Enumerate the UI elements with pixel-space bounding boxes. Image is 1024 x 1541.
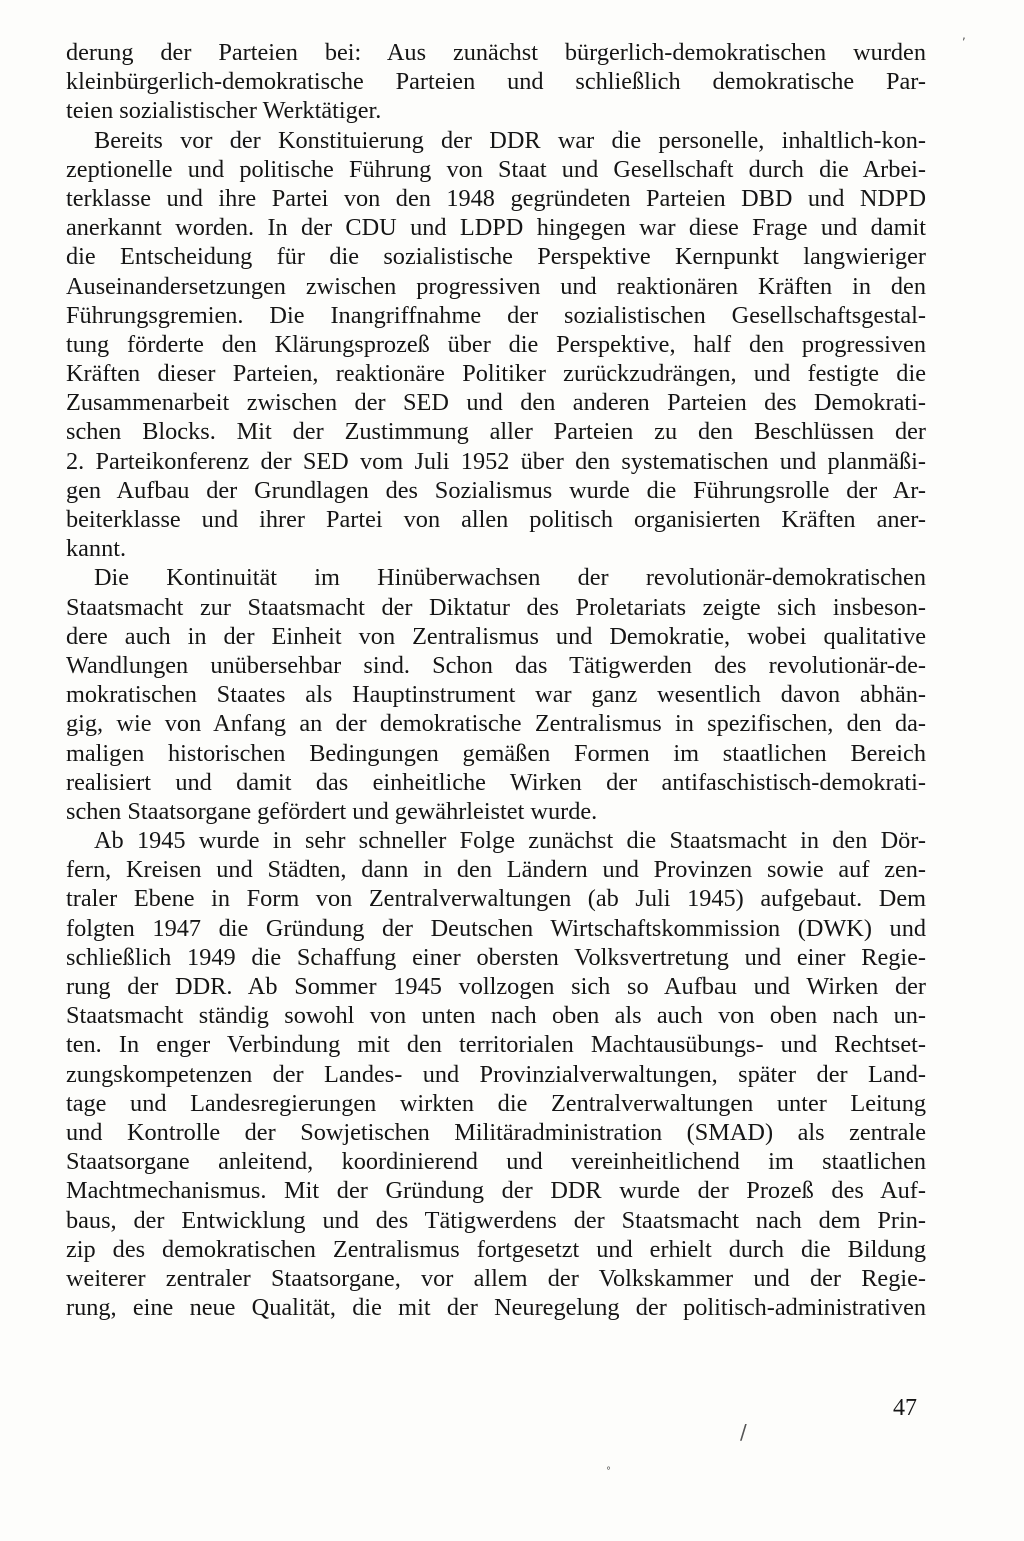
text-line: weiterer zentraler Staatsorgane, vor allem der Volkskammer und der Regie- — [66, 1264, 926, 1292]
text-line: mokratischen Staates als Hauptinstrument war ganz wesentlich davon abhän- — [66, 681, 926, 709]
text-line: Bereits vor der Konstituierung der DDR war die personelle, inhaltlich-kon- — [94, 126, 926, 154]
paragraph-3 — [66, 563, 926, 826]
text-line: gen Aufbau der Grundlagen des Sozialismus wurde die Führungsrolle der Ar- — [66, 476, 926, 504]
text-line: Kräften dieser Parteien, reaktionäre Politiker zurückzudrängen, und festigte die — [66, 360, 926, 388]
text-line: Staatsorgane anleitend, koordinierend und vereinheitlichend im staatlichen — [66, 1148, 926, 1176]
text-line: beiterklasse und ihrer Partei von allen politisch organisierten Kräften aner- — [66, 506, 926, 533]
text-line: ten. In enger Verbindung mit den territorialen Machtausübungs- und Rechtset- — [66, 1031, 926, 1059]
text-line: zeptionelle und politische Führung von Staat und Gesellschaft durch die Arbei- — [66, 155, 926, 183]
paragraph-4 — [66, 826, 926, 1322]
text-line: derung der Parteien bei: Aus zunächst bürgerlich-demokratischen wurden — [66, 39, 926, 66]
text-line: maligen historischen Bedingungen gemäßen Formen im staatlichen Bereich — [66, 739, 926, 767]
text-line: fern, Kreisen und Städten, dann in den Ländern und Provinzen sowie auf zen- — [66, 856, 926, 884]
text-line: tung förderte den Klärungsprozeß über die Perspektive, half den progressiven — [66, 330, 926, 358]
text-line: tage und Landesregierungen wirkten die Zentralverwaltungen unter Leitung — [66, 1089, 926, 1117]
text-line: zip des demokratischen Zentralismus fortgesetzt und erhielt durch die Bildung — [66, 1235, 926, 1263]
text-line: baus, der Entwicklung und des Tätigwerdens der Staatsmacht nach dem Prin- — [66, 1206, 926, 1234]
text-line: Führungsgremien. Die Inangriffnahme der sozialistischen Gesellschaftsgestal- — [66, 301, 926, 329]
text-line: kannt. — [66, 535, 127, 563]
text-line: schließlich 1949 die Schaffung einer obersten Volksvertretung und einer Regie- — [66, 943, 926, 971]
scan-speck-mark: ° — [606, 1466, 611, 1477]
text-line: anerkannt worden. In der CDU und LDPD hingegen war diese Frage und damit — [66, 214, 926, 242]
paragraph-1 — [66, 38, 926, 126]
text-line: gig, wie von Anfang an der demokratische Zentralismus in spezifischen, den da- — [66, 710, 926, 738]
text-line: Die Kontinuität im Hinüberwachsen der revolutionär-demokratischen — [94, 564, 926, 592]
text-line: traler Ebene in Form von Zentralverwaltungen (ab Juli 1945) aufgebaut. Dem — [66, 885, 926, 913]
text-line: Auseinandersetzungen zwischen progressiven und reaktionären Kräften in den — [66, 272, 926, 300]
text-line: terklasse und ihre Partei von den 1948 gegründeten Parteien DBD und NDPD — [66, 184, 926, 212]
text-line: Staatsmacht ständig sowohl von unten nach oben als auch von oben nach un- — [66, 1002, 926, 1030]
text-line: rung, eine neue Qualität, die mit der Neuregelung der politisch-administrativen — [66, 1294, 926, 1322]
text-line: Ab 1945 wurde in sehr schneller Folge zunächst die Staatsmacht in den Dör- — [94, 827, 926, 855]
paragraph-2 — [66, 126, 926, 564]
text-line: Machtmechanismus. Mit der Gründung der DDR wurde der Prozeß des Auf- — [66, 1177, 926, 1205]
text-line: und Kontrolle der Sowjetischen Militäradministration (SMAD) als zentrale — [66, 1118, 926, 1146]
page-number: 47 — [893, 1395, 917, 1421]
text-line: rung der DDR. Ab Sommer 1945 vollzogen sich so Aufbau und Wirken der — [66, 973, 926, 1000]
text-line: Staatsmacht zur Staatsmacht der Diktatur des Proletariats zeigte sich insbeson- — [66, 593, 926, 621]
scan-speck-mark: , — [962, 28, 966, 42]
text-line: schen Blocks. Mit der Zustimmung aller Parteien zu den Beschlüssen der — [66, 418, 926, 446]
text-line: dere auch in der Einheit von Zentralismus und Demokratie, wobei qualitative — [66, 622, 926, 650]
text-line: 2. Parteikonferenz der SED vom Juli 1952 über den systematischen und planmäßi- — [66, 447, 926, 475]
text-line: folgten 1947 die Gründung der Deutschen Wirtschaftskommission (DWK) und — [66, 914, 926, 942]
text-line: kleinbürgerlich-demokratische Parteien und schließlich demokratische Par- — [66, 68, 926, 96]
text-line: die Entscheidung für die sozialistische Perspektive Kernpunkt langwieriger — [66, 243, 926, 271]
text-line: realisiert und damit das einheitliche Wirken der antifaschistisch-demokrati- — [66, 768, 926, 796]
text-line: Wandlungen unübersehbar sind. Schon das Tätigwerden des revolutionär-de- — [66, 651, 926, 679]
text-line: Zusammenarbeit zwischen der SED und den anderen Parteien des Demokrati- — [66, 389, 926, 417]
scan-speck-mark: / — [740, 1420, 747, 1444]
text-line: schen Staatsorgane gefördert und gewährleistet wurde. — [66, 797, 598, 825]
text-line: zungskompetenzen der Landes- und Provinzialverwaltungen, später der Land- — [66, 1060, 926, 1088]
text-line: teien sozialistischer Werktätiger. — [66, 97, 382, 125]
body-text — [66, 38, 926, 1322]
